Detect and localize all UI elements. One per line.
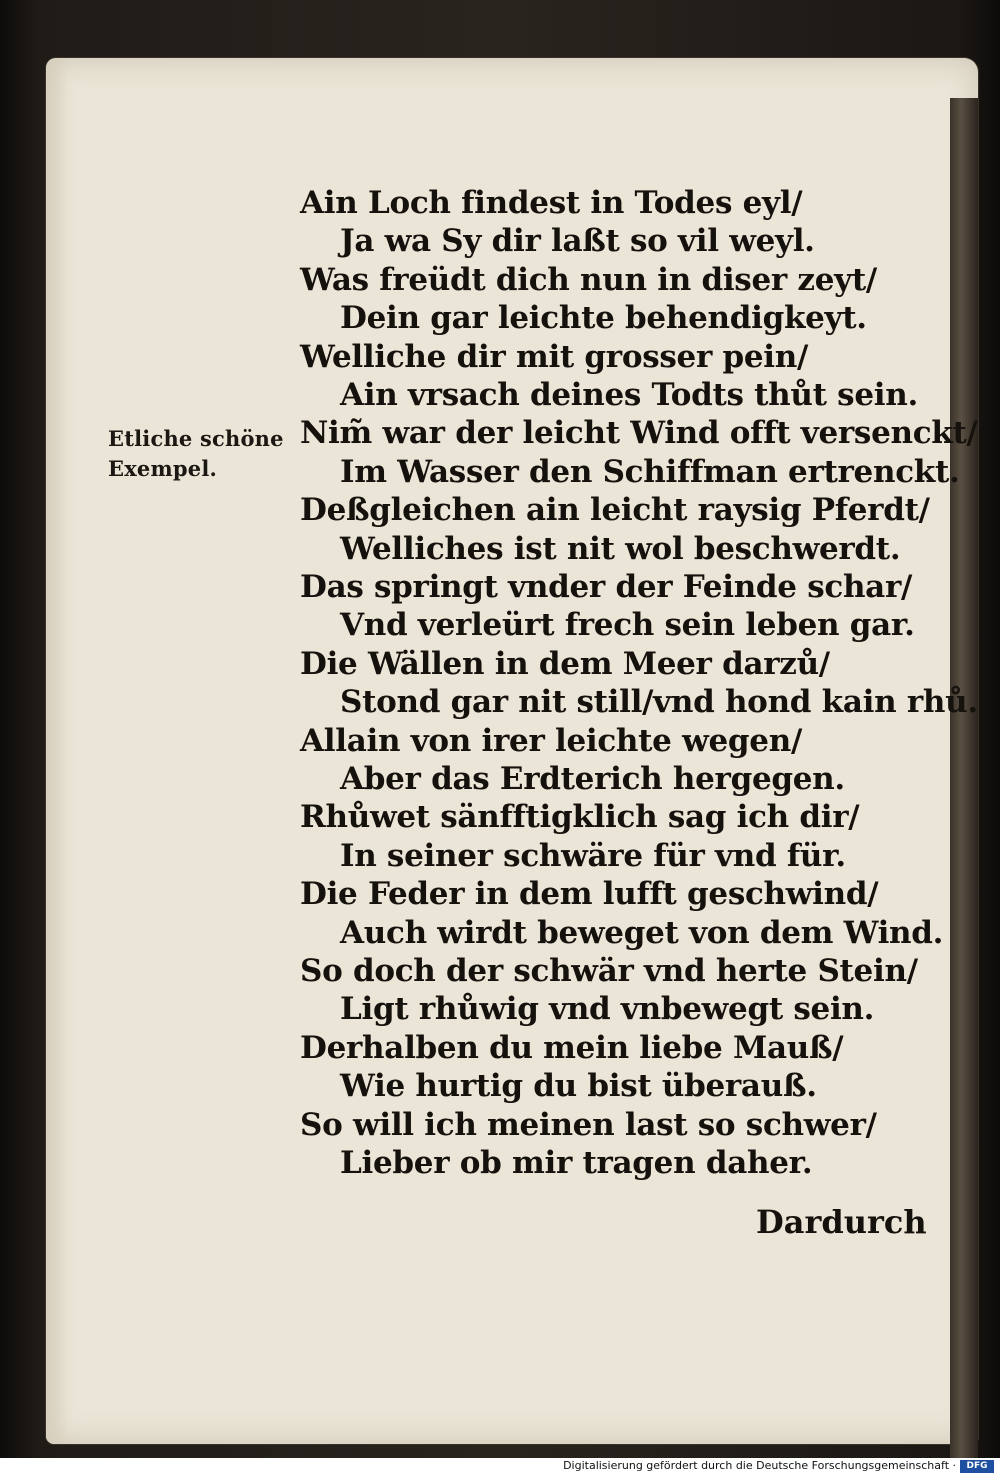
footer-credit: Digitalisierung gefördert durch die Deutsche Forschungsgemeinschaft · xyxy=(563,1459,956,1472)
verse-line: Die Wällen in dem Meer darzů/ xyxy=(300,646,830,682)
margin-note xyxy=(108,424,284,484)
verse-line: Derhalben du mein liebe Mauß/ xyxy=(300,1030,844,1066)
verse-line: Ain vrsach deines Todts thůt sein. xyxy=(340,377,918,413)
verse-line: Lieber ob mir tragen daher. xyxy=(340,1145,813,1181)
verse-line: Ligt rhůwig vnd vnbewegt sein. xyxy=(340,991,875,1027)
catchword: Dardurch xyxy=(756,1203,927,1241)
verse-line: Auch wirdt beweget von dem Wind. xyxy=(340,915,944,951)
verse-line: Deßgleichen ain leicht raysig Pferdt/ xyxy=(300,492,930,528)
verse-line: So will ich meinen last so schwer/ xyxy=(300,1107,877,1143)
verse-line: Im Wasser den Schiffman ertrenckt. xyxy=(340,454,960,490)
verse-line: Was freüdt dich nun in diser zeyt/ xyxy=(300,262,877,298)
verse-line: Dein gar leichte behendigkeyt. xyxy=(340,300,867,336)
verse-line: Stond gar nit still/vnd hond kain rhů. xyxy=(340,684,978,720)
margin-note-line-1: Etliche schöne xyxy=(108,426,284,451)
page-edge xyxy=(950,98,978,1458)
verse-line: Rhůwet sänfftigklich sag ich dir/ xyxy=(300,799,860,835)
verse-line: Welliche dir mit grosser pein/ xyxy=(300,339,809,375)
dfg-logo: DFG xyxy=(960,1460,994,1473)
verse-line: Ja wa Sy dir laßt so vil weyl. xyxy=(340,223,815,259)
verse-line: Das springt vnder der Feinde schar/ xyxy=(300,569,913,605)
verse-line: Aber das Erdterich hergegen. xyxy=(340,761,845,797)
verse-line: Welliches ist nit wol beschwerdt. xyxy=(340,531,901,567)
footer-bar xyxy=(0,1458,1000,1476)
verse-line: In seiner schwäre für vnd für. xyxy=(340,838,846,874)
verse-line: So doch der schwär vnd herte Stein/ xyxy=(300,953,918,989)
verse-line: Allain von irer leichte wegen/ xyxy=(300,723,802,759)
verse-line: Nim̃ war der leicht Wind offt versenckt/ xyxy=(300,415,978,451)
verse-line: Vnd verleürt frech sein leben gar. xyxy=(340,607,915,643)
verse-line: Ain Loch findest in Todes eyl/ xyxy=(300,185,803,221)
verse-line: Die Feder in dem lufft geschwind/ xyxy=(300,876,879,912)
verse-line: Wie hurtig du bist überauß. xyxy=(340,1068,817,1104)
margin-note-line-2: Exempel. xyxy=(108,456,218,481)
